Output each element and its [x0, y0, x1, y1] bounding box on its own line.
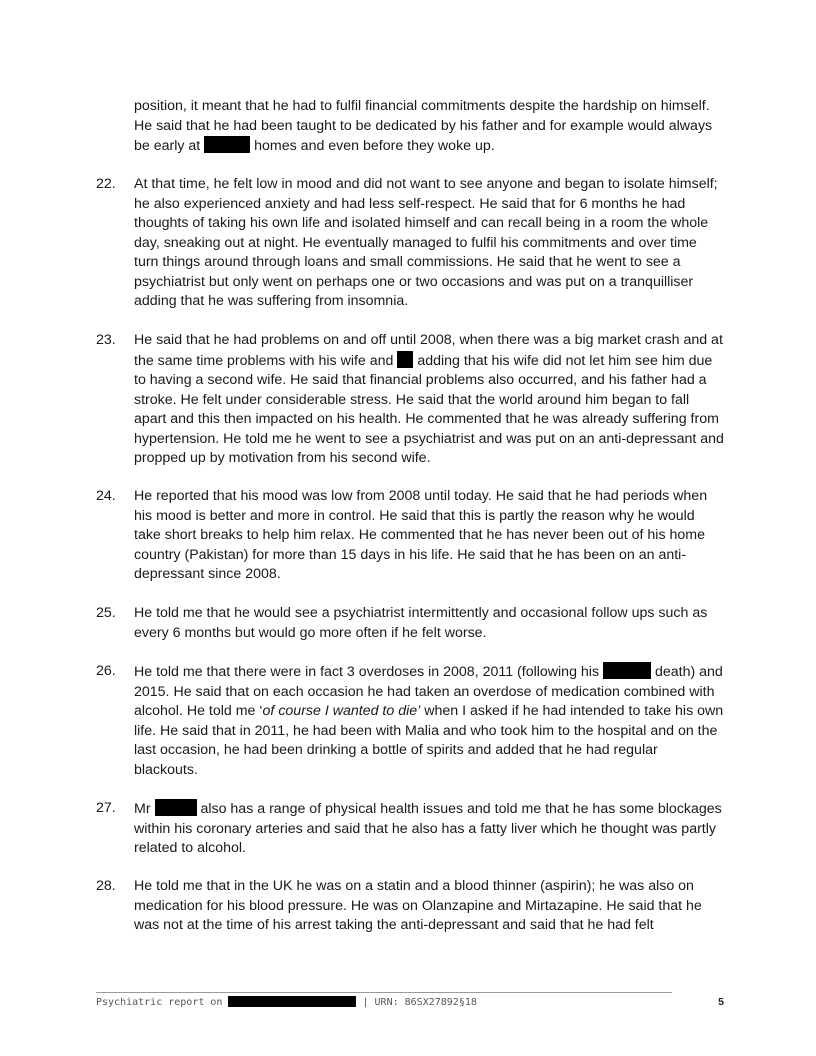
paragraph-text: He told me that in the UK he was on a statin and a blood thinner (aspirin); he was also on medication for his blood pressure. He was on Olanzapine and Mirtazapine. He said that he was not at the time of his arrest taking the anti-depressant and said that he had felt [134, 878, 702, 933]
paragraph-24 [96, 487, 724, 585]
paragraph-25 [96, 604, 724, 643]
redaction-box [228, 996, 356, 1007]
footer-urn: | URN: 86SX27892§18 [362, 997, 477, 1008]
paragraph-22 [96, 175, 724, 312]
paragraph-text-part-a: Mr [134, 801, 151, 817]
footer-label: Psychiatric report on [96, 997, 223, 1008]
paragraph-quote: of course I wanted to die’ [262, 703, 421, 719]
continuation-text-1: position, it meant that he had to fulfil financial commitments despite the hardship on himself. He said that he had been taught to be dedicated by his father and for example would always be early at [134, 98, 713, 154]
paragraph-number: 27. [96, 800, 116, 816]
paragraph-text-part-b: adding that his wife did not let him see him due to having a second wife. He said that financial problems also occurred, and his father had a stroke. He felt under considerable stress. He said that the world around him began to fall apart and this then impacted on his health. He commented that he was already suffering from hypertension. He told me he went to see a psychiatrist and was put on an anti-depressant and propped up by motivation from his second wife. [134, 352, 724, 466]
paragraph-number: 23. [96, 332, 116, 348]
footer-divider [96, 992, 672, 993]
page-footer [96, 996, 724, 1012]
paragraph-28 [96, 877, 724, 936]
redaction-box [204, 136, 250, 153]
paragraph-26 [96, 662, 724, 780]
redaction-box [155, 799, 197, 816]
continuation-text-2: homes and even before they woke up. [254, 138, 495, 154]
paragraph-text-part-b: also has a range of physical health issues and told me that he has some blockages within his coronary arteries and said that he also has a fatty liver which he thought was partly related to alcohol. [134, 801, 722, 856]
continuation-paragraph [134, 97, 724, 157]
paragraph-text: At that time, he felt low in mood and did not want to see anyone and began to isolate himself; he also experienced anxiety and had less self-respect. He said that for 6 months he had thoughts of taking his own life and isolated himself and can recall being in a room the whole day, sneaking out at night. He eventually managed to fulfil his commitments and over time turn things around through loans and small commissions. He said that he went to see a psychiatrist but only went on perhaps one or two occasions and was put on a tranquilliser adding that he was suffering from insomnia. [134, 176, 718, 309]
redaction-box [397, 351, 413, 368]
paragraph-number: 22. [96, 176, 116, 192]
redaction-box [603, 662, 651, 679]
paragraph-text: He told me that he would see a psychiatrist intermittently and occasional follow ups such as every 6 months but would go more often if he felt worse. [134, 605, 708, 641]
paragraph-number: 26. [96, 663, 116, 679]
paragraph-text: He reported that his mood was low from 2008 until today. He said that he had periods when his mood is better and more in control. He said that this is partly the reason why he would take short breaks to help him relax. He commented that he has never been out of his home country (Pakistan) for more than 15 days in his life. He said that he has been on an anti-depressant since 2008. [134, 488, 708, 582]
paragraph-text-part-c: when I asked if he had intended to take his own life. He said that in 2011, he had been with Malia and who took him to the hospital and on the last occasion, he had been drinking a bottle of spirits and added that he had regular blackouts. [134, 703, 724, 778]
page-number: 5 [718, 996, 724, 1008]
paragraph-text-part-a: He said that he had problems on and off until 2008, when there was a big market crash and at the same time problems with his wife and [134, 332, 723, 369]
paragraph-number: 24. [96, 488, 116, 504]
paragraph-23 [96, 331, 724, 469]
paragraph-27 [96, 799, 724, 859]
paragraph-number: 25. [96, 605, 116, 621]
paragraph-text [134, 662, 724, 780]
paragraph-text [134, 799, 724, 859]
paragraph-text-part-b: death) and 2015. He said that on each occasion he had taken an overdose of medication combined with alcohol. He told me ‘ [134, 664, 723, 719]
paragraph-text [134, 331, 724, 469]
paragraph-number: 28. [96, 878, 116, 894]
paragraph-text-part-a: He told me that there were in fact 3 overdoses in 2008, 2011 (following his [134, 664, 600, 680]
